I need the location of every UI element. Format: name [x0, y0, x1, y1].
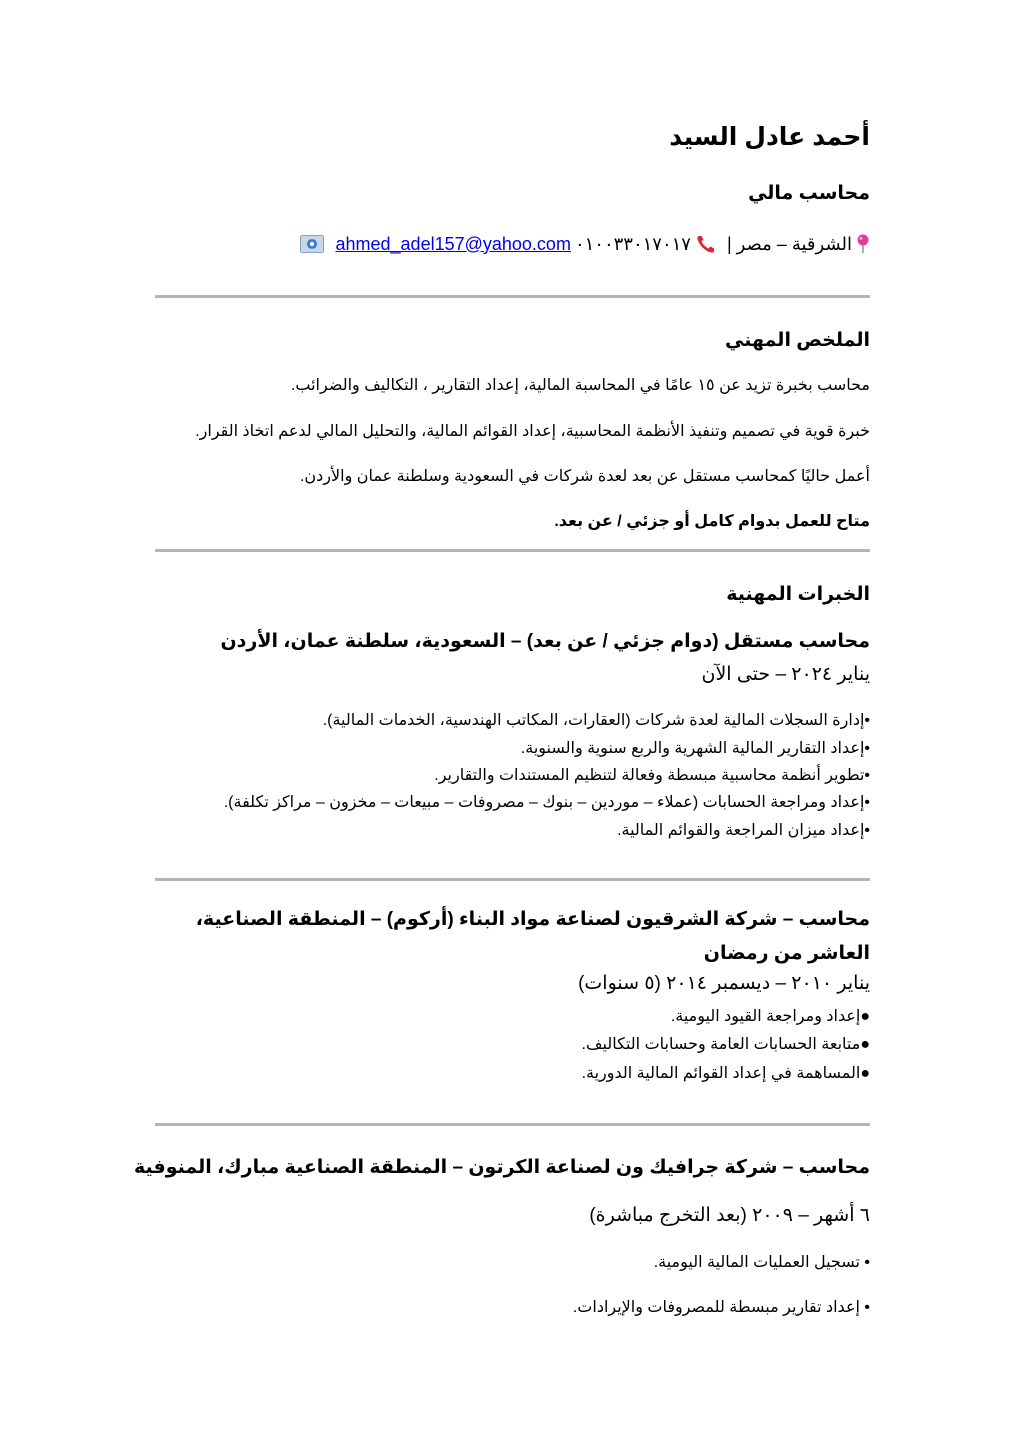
phone-number: ٠١٠٠٣٣٠١٧٠١٧	[574, 233, 691, 254]
job-date-2: يناير ٢٠١٠ – ديسمبر ٢٠١٤ (٥ سنوات)	[578, 973, 870, 994]
section-divider	[155, 295, 870, 298]
candidate-name: أحمد عادل السيد	[669, 123, 870, 151]
summary-heading: الملخص المهني	[725, 330, 870, 351]
contact-line	[300, 233, 871, 255]
job-1-item: •إعداد ميزان المراجعة والقوائم المالية.	[617, 822, 870, 839]
job-1-item: •إعداد التقارير المالية الشهرية والربع سنوية والسنوية.	[520, 740, 870, 757]
job-date-1: يناير ٢٠٢٤ – حتى الآن	[701, 664, 870, 685]
job-1-item: •إدارة السجلات المالية لعدة شركات (العقارات، المكاتب الهندسية، الخدمات المالية).	[322, 712, 870, 729]
job-3-item: • إعداد تقارير مبسطة للمصروفات والإيرادات.	[572, 1299, 870, 1316]
availability-note: متاح للعمل بدوام كامل أو جزئي / عن بعد.	[554, 513, 870, 530]
section-divider	[155, 878, 870, 881]
location-text: الشرقية – مصر |	[726, 233, 852, 254]
location-pin-icon	[856, 234, 870, 254]
summary-line: أعمل حاليًا كمحاسب مستقل عن بعد لعدة شركات في السعودية وسلطنة عمان والأردن.	[299, 468, 870, 485]
job-date-3: ٦ أشهر – ٢٠٠٩ (بعد التخرج مباشرة)	[589, 1205, 870, 1226]
job-title-3: محاسب – شركة جرافيك ون لصناعة الكرتون – المنطقة الصناعية مبارك، المنوفية	[134, 1157, 870, 1178]
section-divider	[155, 549, 870, 552]
job-2-item: ●إعداد ومراجعة القيود اليومية.	[670, 1008, 870, 1025]
job-1-item: •تطوير أنظمة محاسبية مبسطة وفعالة لتنظيم المستندات والتقارير.	[434, 767, 870, 784]
phone-icon	[695, 233, 717, 255]
job-title: محاسب مالي	[748, 183, 870, 204]
email-icon	[300, 235, 324, 253]
job-title-2: محاسب – شركة الشرقيون لصناعة مواد البناء (أركوم) – المنطقة الصناعية، العاشر من رمضان	[195, 909, 870, 964]
job-2-item: ●المساهمة في إعداد القوائم المالية الدورية.	[581, 1065, 870, 1082]
job-2-item: ●متابعة الحسابات العامة وحسابات التكاليف.	[581, 1036, 870, 1053]
job-1-item: •إعداد ومراجعة الحسابات (عملاء – موردين – بنوك – مصروفات – مبيعات – مخزون – مراكز تكلفة).	[223, 794, 870, 811]
job-title-1: محاسب مستقل (دوام جزئي / عن بعد) – السعودية، سلطنة عمان، الأردن	[220, 631, 870, 652]
experience-heading: الخبرات المهنية	[726, 584, 870, 605]
email-link[interactable]: ahmed_adel157@yahoo.com	[335, 233, 571, 254]
section-divider	[155, 1123, 870, 1126]
summary-line: خبرة قوية في تصميم وتنفيذ الأنظمة المحاسبية، إعداد القوائم المالية، والتحليل المالي لدعم اتخاذ القرار.	[195, 423, 870, 440]
summary-line: محاسب بخبرة تزيد عن ١٥ عامًا في المحاسبة المالية، إعداد التقارير ، التكاليف والضرائب.	[290, 377, 870, 394]
job-3-item: • تسجيل العمليات المالية اليومية.	[653, 1254, 870, 1271]
resume-page	[134, 0, 870, 1448]
